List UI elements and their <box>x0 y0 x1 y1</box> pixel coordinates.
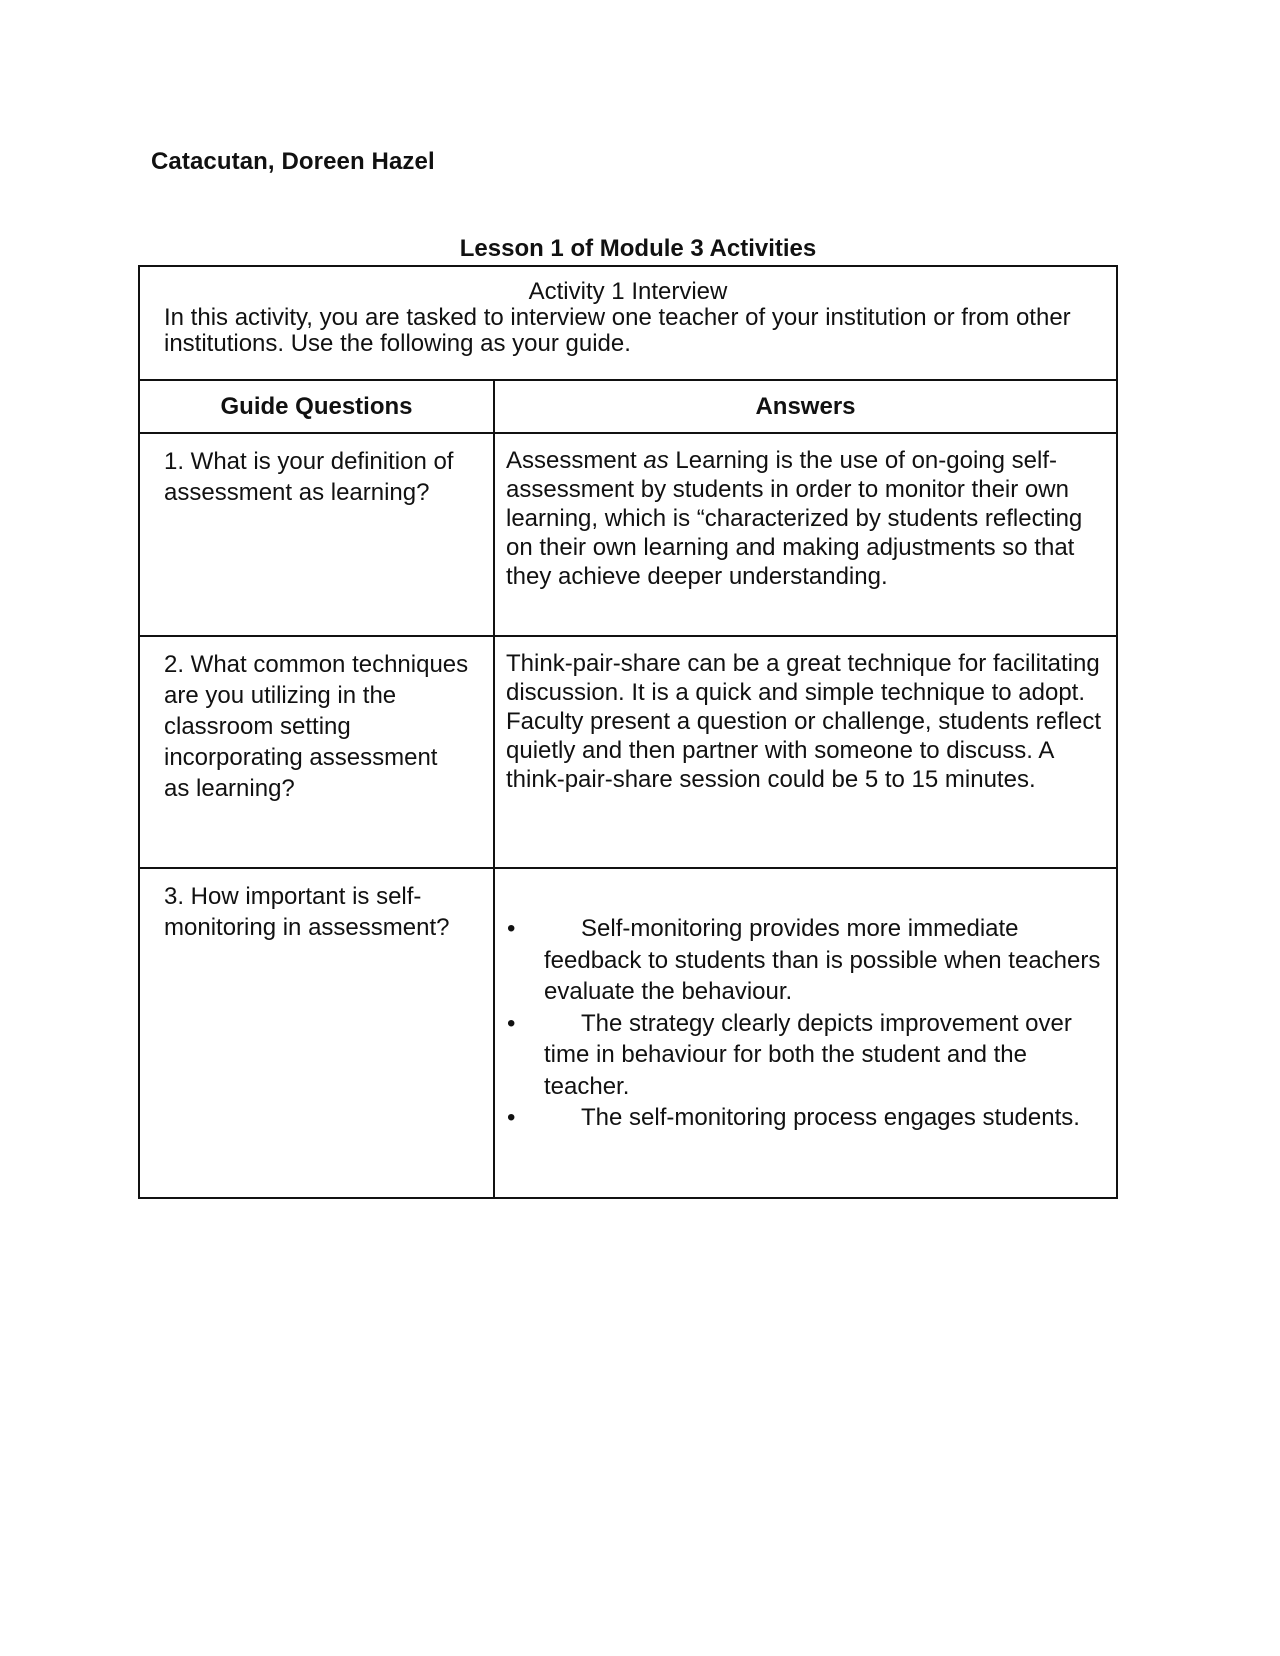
table-row <box>139 433 1117 636</box>
answer-cell <box>494 636 1117 868</box>
table-header-row <box>139 380 1117 433</box>
bullet-icon: • <box>507 1009 516 1037</box>
activity-instructions: In this activity, you are tasked to interview one teacher of your institution or from other institutions. Use the following as your guide. <box>164 304 1071 357</box>
list-item <box>506 913 1104 1008</box>
question-cell <box>139 868 494 1198</box>
lesson-title: Lesson 1 of Module 3 Activities <box>459 235 817 262</box>
question-cell <box>139 433 494 636</box>
answer-cell <box>494 868 1117 1198</box>
activity-intro-row <box>139 266 1117 380</box>
question-text: 3. How important is self-monitoring in assessment? <box>164 883 450 941</box>
activity-heading: Activity 1 Interview <box>528 278 728 305</box>
header-guide-questions: Guide Questions <box>139 380 494 433</box>
activity-table <box>138 265 1118 1199</box>
activity-intro-cell <box>139 266 1117 380</box>
table-row <box>139 636 1117 868</box>
answer-emphasis: as <box>643 447 669 474</box>
list-item <box>506 1008 1104 1103</box>
question-text: 2. What common techniques are you utilizing in the classroom setting incorporating assessment as learning? <box>164 651 469 802</box>
bullet-icon: • <box>507 1104 516 1131</box>
question-cell <box>139 636 494 868</box>
author-name: Catacutan, Doreen Hazel <box>151 148 435 175</box>
question-text: 1. What is your definition of assessment as learning? <box>164 448 454 506</box>
bullet-text: The self-monitoring process engages students. <box>581 1104 1080 1131</box>
answer-cell <box>494 433 1117 636</box>
answer-bullet-list <box>506 913 1104 1134</box>
answer-text-start: Assessment <box>506 447 644 474</box>
answer-text: Think-pair-share can be a great technique for facilitating discussion. It is a quick and simple technique to adopt. Faculty present a question or challenge, students reflect quietly and then partner with someone to discuss. A think-pair-share session could be 5 to 15 minutes. <box>506 650 1102 793</box>
bullet-icon: • <box>507 915 516 942</box>
header-answers: Answers <box>494 380 1117 433</box>
list-item <box>506 1102 1104 1134</box>
table-row <box>139 868 1117 1198</box>
answer-text-rest: Learning is the use of on-going self-assessment by students in order to monitor their own learning, which is “characterized by students reflecting on their own learning and making adjustments so that they achieve deeper understanding. <box>506 447 1083 590</box>
bullet-text: Self-monitoring provides more immediate feedback to students than is possible when teachers evaluate the behaviour. <box>544 915 1101 1005</box>
bullet-text: The strategy clearly depicts improvement over time in behaviour for both the student and the teacher. <box>544 1009 1072 1100</box>
